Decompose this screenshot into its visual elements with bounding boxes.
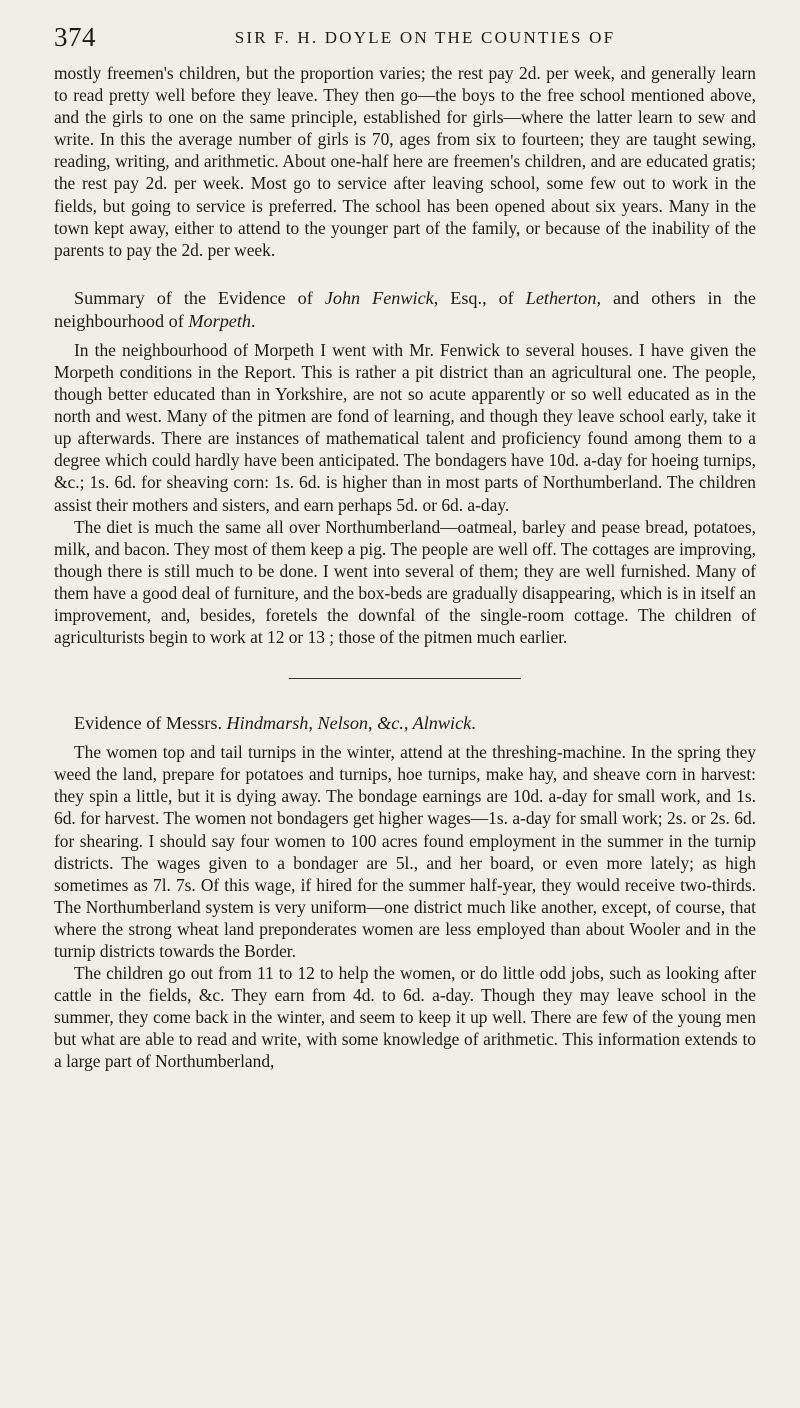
heading-text: , Esq., of	[433, 287, 526, 308]
section-heading-hindmarsh	[54, 712, 756, 735]
heading-text: , and others in the neighbourhood of	[54, 287, 756, 331]
heading-text: Evidence of Messrs.	[74, 713, 227, 734]
paragraph: The women top and tail turnips in the winter, attend at the threshing-machine. In the spring they weed the land, prepare for potatoes and turnips, hoe turnips, make hay, and sheave corn in harvest: they spin a little, but it is dying away. The bondage earnings are 10d. a-day for small work, and 1s. 6d. for harvest. The women not bondagers get higher wages—1s. a-day for small work; 2s. or 2s. 6d. for shearing. I should say four women to 100 acres found employment in the summer in the turnip districts. The wages given to a bondager are 5l., and her board, or even more lately; as high sometimes as 7l. 7s. Of this wage, if hired for the summer half-year, they would receive two-thirds. The Northumberland system is very uniform—one district much like another, except, of course, that where the strong wheat land preponderates women are less employed than about Wooler and in the turnip districts towards the Border.	[54, 742, 756, 961]
heading-text: .	[471, 713, 476, 734]
section-heading-fenwick	[54, 287, 756, 333]
running-title: SIR F. H. DOYLE ON THE COUNTIES OF	[234, 28, 616, 47]
heading-text: .	[251, 310, 256, 331]
paragraph: The children go out from 11 to 12 to help the women, or do little odd jobs, such as looking after cattle in the fields, &c. They earn from 4d. to 6d. a-day. Though they may leave school in the summer, they come back in the winter, and seem to keep it up well. There are few of the young men but what are able to read and write, with some knowledge of arithmetic. This information extends to a large part of Northumberland,	[54, 963, 756, 1072]
heading-name: John Fenwick	[324, 287, 434, 308]
paragraph: In the neighbourhood of Morpeth I went with Mr. Fenwick to several houses. I have given the Morpeth conditions in the Report. This is rather a pit district than an agricultural one. The people, though better educated than in Yorkshire, are not so acute apparently or so well educated as in the north and west. Many of the pitmen are fond of learning, and though they leave school early, take it up afterwards. There are instances of mathematical talent and proficiency found among them to a degree which could hardly have been anticipated. The bondagers have 10d. a-day for hoeing turnips, &c.; 1s. 6d. for sheaving corn: 1s. 6d. is higher than in most parts of Northumberland. The children assist their mothers and sisters, and earn perhaps 5d. or 6d. a-day.	[54, 339, 756, 515]
paragraph: The diet is much the same all over Northumberland—oatmeal, barley and pease bread, potatoes, milk, and bacon. They most of them keep a pig. The people are well off. The cottages are improving, though there is still much to be done. I went into several of them; they are well furnished. Many of them have a good deal of furniture, and the box-beds are gradually disappearing, which is in itself an improvement, and, besides, foretels the downfal of the single-room cottage. The children of agriculturists begin to work at 12 or 13 ; those of the pitmen much earlier.	[54, 516, 756, 648]
heading-place: Morpeth	[188, 310, 252, 331]
paragraph-continued: mostly freemen's children, but the proportion varies; the rest pay 2d. per week, and generally learn to read pretty well before they leave. They then go—the boys to the free school mentioned above, and the girls to one on the same principle, established for girls—where the latter learn to sew and write. In this the average number of girls is 70, ages from six to fourteen; they are taught sewing, reading, writing, and arithmetic. About one-half here are freemen's children, and are educated gratis; the rest pay 2d. per week. Most go to service after leaving school, some few out to work in the fields, but going to service is preferred. The school has been opened about six years. Many in the town kept away, either to attend to the younger part of the family, or because of the inability of the parents to pay the 2d. per week.	[54, 63, 756, 260]
heading-text: Summary of the Evidence of	[74, 287, 325, 308]
page-number: 374	[54, 22, 96, 52]
heading-place: Letherton	[525, 287, 597, 308]
running-head	[54, 22, 756, 62]
section-divider	[289, 678, 521, 679]
heading-names: Hindmarsh, Nelson, &c., Alnwick	[226, 713, 472, 734]
